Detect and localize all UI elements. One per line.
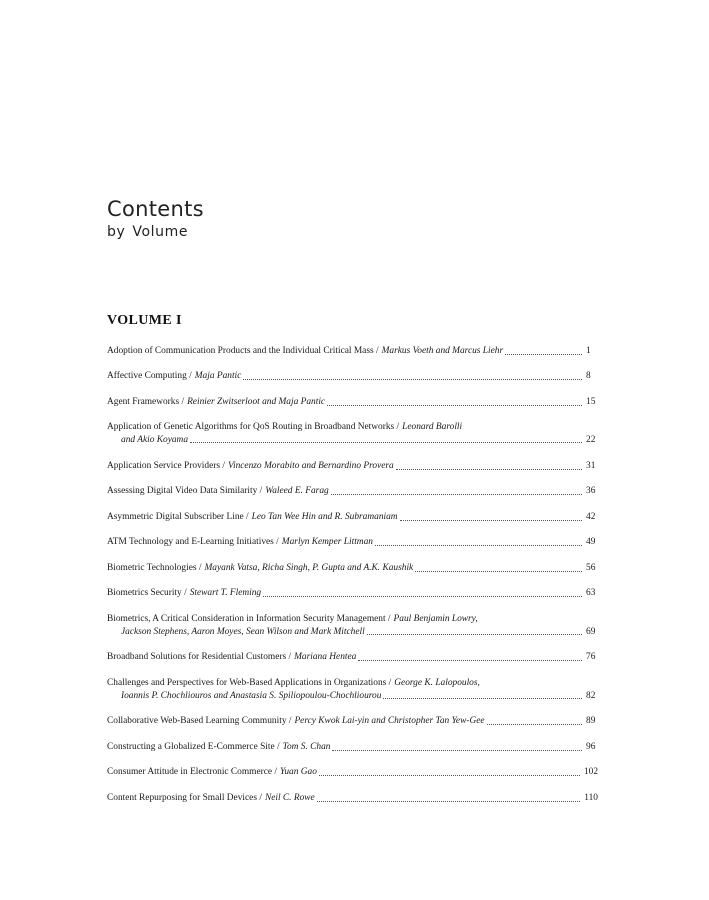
entry-authors-continued: and Akio Koyama [121,434,189,445]
page-number: 96 [586,742,596,752]
toc-entry-line [107,766,598,779]
toc-entry-line [107,715,598,728]
page-number: 69 [586,626,596,637]
toc-entry-line [107,613,598,626]
toc-entry-line [107,485,598,498]
toc-entry[interactable] [107,613,598,638]
page-number: 110 [584,793,598,803]
entry-authors-continued: Jackson Stephens, Aaron Moyes, Sean Wilson and Mark Mitchell [121,626,365,637]
dot-leader [383,697,582,699]
page-number: 56 [586,563,596,573]
entry-authors: Paul Benjamin Lowry, [393,614,478,624]
page-number: 102 [583,767,598,777]
entry-title: ATM Technology and E-Learning Initiatives / [107,537,279,547]
entry-title: Affective Computing / [107,371,192,381]
toc-entry[interactable] [107,536,598,549]
page-subtitle: by Volume [107,224,189,240]
toc-entry-line [107,434,598,447]
dot-leader [327,404,582,406]
entry-title: Agent Frameworks / [107,397,185,407]
entry-authors: Leo Tan Wee Hin and R. Subramaniam [251,512,398,522]
entry-authors: Leonard Barolli [402,422,463,432]
toc-entry[interactable] [107,715,598,728]
toc-entry-line [107,741,598,754]
toc-entry-line [107,421,598,434]
page-number: 22 [586,434,596,445]
toc-entry[interactable] [107,460,598,473]
page-number: 31 [586,461,596,471]
toc-entry[interactable] [107,587,598,600]
toc-entry-line [107,536,598,549]
page-number: 42 [586,512,596,522]
toc-entry[interactable] [107,677,598,702]
toc-entry[interactable] [107,345,598,358]
entry-authors: Markus Voeth and Marcus Liehr [381,346,504,356]
entry-authors: George K. Lalopoulos, [394,678,480,688]
entry-authors: Waleed E. Farag [265,486,329,496]
entry-title: Asymmetric Digital Subscriber Line / [107,512,249,522]
toc-entry[interactable] [107,421,598,446]
entry-title: Content Repurposing for Small Devices / [107,793,262,803]
dot-leader [415,570,582,572]
entry-title: Biometrics, A Critical Consideration in Information Security Management / [107,614,391,624]
dot-leader [505,353,582,355]
toc-entry-line [107,792,598,805]
toc-entry[interactable] [107,562,598,575]
volume-heading: VOLUME I [107,313,182,328]
page-number: 89 [586,716,596,726]
entry-title: Biometric Technologies / [107,563,202,573]
dot-leader [487,723,582,725]
dot-leader [319,774,580,776]
page-title: Contents [107,197,204,221]
dot-leader [190,441,582,443]
dot-leader [243,378,582,380]
toc-entry[interactable] [107,651,598,664]
toc-entry[interactable] [107,766,598,779]
entry-authors-continued: Ioannis P. Chochliouros and Anastasia S. Spiliopoulou-Chochliourou [121,690,382,701]
entry-authors: Mariana Hentea [294,652,357,662]
entry-title: Adoption of Communication Products and the Individual Critical Mass / [107,346,379,356]
entry-authors: Stewart T. Fleming [189,588,262,598]
entry-authors: Tom S. Chan [282,742,331,752]
entry-authors: Neil C. Rowe [264,793,315,803]
page-number: 63 [586,588,596,598]
entry-title: Collaborative Web-Based Learning Community / [107,716,292,726]
toc-entry-line [107,690,598,703]
dot-leader [396,468,582,470]
entry-title: Application Service Providers / [107,461,225,471]
page-number: 36 [586,486,596,496]
entry-authors: Yuan Gao [280,767,317,777]
toc-entry-line [107,511,598,524]
page-number: 49 [586,537,596,547]
toc-entry-line [107,460,598,473]
toc-entry[interactable] [107,396,598,409]
page-number: 8 [586,371,591,381]
entry-title: Assessing Digital Video Data Similarity / [107,486,263,496]
page-number: 76 [586,652,596,662]
toc-entry[interactable] [107,485,598,498]
entry-authors: Mayank Vatsa, Richa Singh, P. Gupta and A.K. Kaushik [204,563,414,573]
toc-entry-line [107,626,598,639]
dot-leader [358,659,582,661]
entry-authors: Reinier Zwitserloot and Maja Pantic [187,397,326,407]
dot-leader [367,633,582,635]
toc-entry-line [107,396,598,409]
toc-entry-line [107,651,598,664]
entry-title: Broadband Solutions for Residential Customers / [107,652,292,662]
entry-authors: Marlyn Kemper Littman [281,537,373,547]
entry-title: Constructing a Globalized E-Commerce Site / [107,742,280,752]
contents-heading [107,196,204,242]
entry-title: Challenges and Perspectives for Web-Based Applications in Organizations / [107,678,392,688]
toc-entry-line [107,587,598,600]
dot-leader [263,595,582,597]
toc-entry[interactable] [107,741,598,754]
entry-title: Consumer Attitude in Electronic Commerce / [107,767,278,777]
dot-leader [375,544,582,546]
entry-authors: Vincenzo Morabito and Bernardino Provera [227,461,394,471]
toc-entry[interactable] [107,792,598,805]
dot-leader [331,493,582,495]
entry-authors: Maja Pantic [194,371,242,381]
page-number: 1 [586,346,591,356]
page-number: 82 [586,690,596,701]
dot-leader [332,749,582,751]
entry-title: Application of Genetic Algorithms for QoS Routing in Broadband Networks / [107,422,400,432]
toc-entry[interactable] [107,511,598,524]
entry-title: Biometrics Security / [107,588,187,598]
dot-leader [317,800,581,802]
toc-entry-line [107,345,598,358]
page-number: 15 [586,397,596,407]
toc-entry-line [107,370,598,383]
entry-authors: Percy Kwok Lai-yin and Christopher Tan Yew-Gee [294,716,485,726]
toc-entry[interactable] [107,370,598,383]
dot-leader [400,519,582,521]
toc-entry-line [107,562,598,575]
toc-entry-line [107,677,598,690]
